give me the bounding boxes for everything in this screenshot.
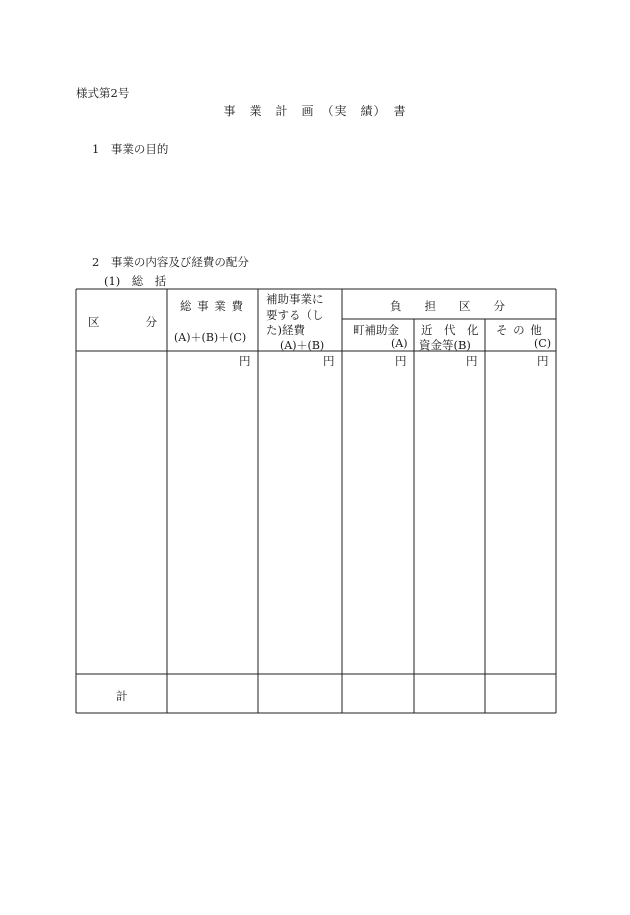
header-subsidy-line3: た)経費 bbox=[266, 323, 305, 337]
total-row-label: 計 bbox=[116, 689, 128, 703]
header-town-subsidy-code: (A) bbox=[391, 337, 408, 350]
header-other-code: (C) bbox=[534, 337, 551, 350]
header-town-subsidy: 町補助金 bbox=[353, 323, 399, 337]
header-other: そ の 他 bbox=[496, 323, 543, 337]
form-number: 様式第2号 bbox=[76, 86, 130, 100]
header-subsidy-line2: 要する（し bbox=[266, 308, 324, 322]
header-burden-division: 負 担 区 分 bbox=[390, 299, 505, 313]
unit-yen-total: 円 bbox=[239, 354, 251, 368]
header-total-formula: (A)＋(B)＋(C) bbox=[174, 331, 247, 344]
section-purpose-heading: 1 事業の目的 bbox=[92, 142, 169, 156]
header-subsidy-line1: 補助事業に bbox=[266, 292, 324, 306]
unit-yen-town: 円 bbox=[395, 354, 407, 368]
subsection-summary-heading: (1) 総 括 bbox=[104, 274, 167, 288]
header-modernization: 近 代 化 bbox=[421, 323, 479, 337]
document-title: 事 業 計 画 （実 績） 書 bbox=[223, 104, 407, 118]
header-modernization-fund: 資金等(B) bbox=[419, 338, 471, 352]
unit-yen-other: 円 bbox=[537, 354, 549, 368]
header-total-cost: 総 事 業 費 bbox=[180, 299, 244, 313]
header-subsidy-formula: (A)＋(B) bbox=[280, 339, 325, 352]
unit-yen-subsidy: 円 bbox=[323, 354, 335, 368]
section-content-heading: 2 事業の内容及び経費の配分 bbox=[92, 255, 249, 269]
unit-yen-modern: 円 bbox=[466, 354, 478, 368]
header-category: 区 分 bbox=[88, 315, 157, 329]
